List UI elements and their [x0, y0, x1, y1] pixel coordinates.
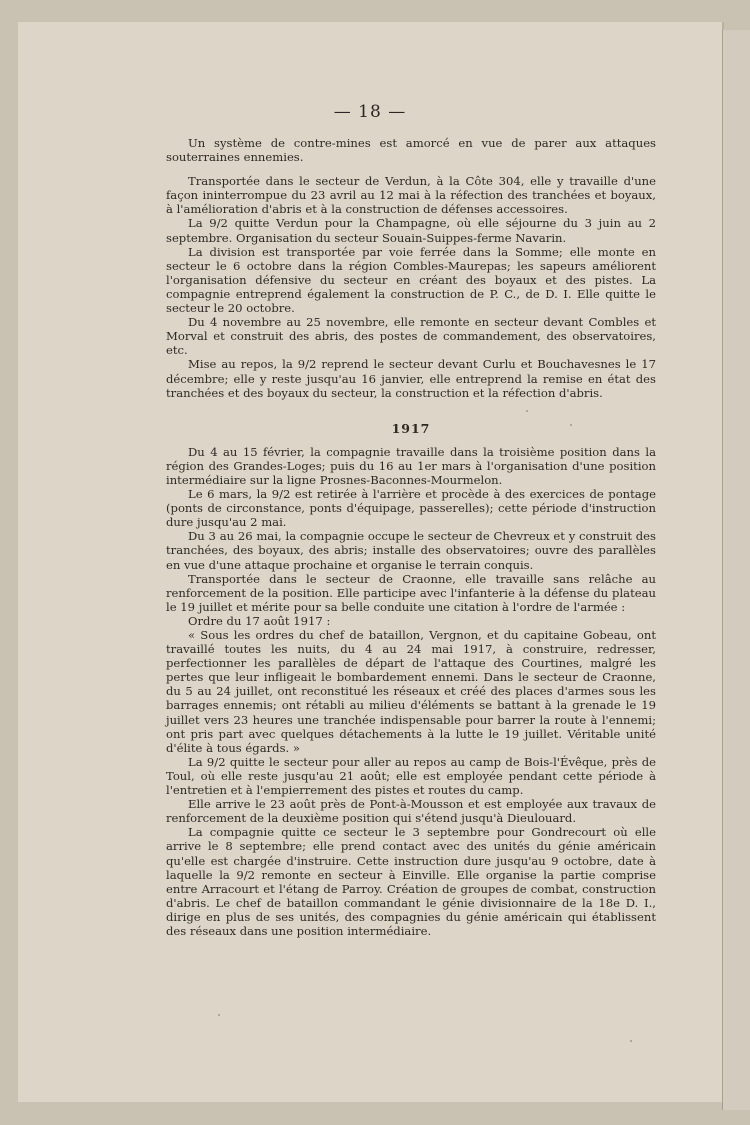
paper-speck [526, 410, 528, 412]
citation-quote: « Sous les ordres du chef de bataillon, Vergnon, et du capitaine Gobeau, ont travaillé toutes les nuits, du 4 au 24 mai 1917, à construire, redresser, perfectionner les parallèles de départ de l'attaque des Courtines, malgré les pertes que leur infligeait le bombardement ennemi. Dans le secteur de Craonne, du 5 au 24 juillet, ont reconstitué les réseaux et créé des places d'armes sous les barrages ennemis; ont rétabli au milieu d'éléments se battant à la grenade le 19 juillet vers 23 heures une tranchée indispensable pour barrer la route à l'ennemi; ont pris part avec quelques détachements à la lutte le 19 juillet. Véritable unité d'élite à tous égards. » [166, 628, 656, 755]
paragraph: Un système de contre-mines est amorcé en vue de parer aux attaques souterraines ennemies. [166, 136, 656, 165]
paragraph: Transportée dans le secteur de Craonne, elle travaille sans relâche au renforcement de la position. Elle participe avec l'infanterie à la défense du plateau le 19 juillet et mérite pour sa belle conduite une citation à l'ordre de l'armée : [166, 571, 656, 614]
page-number: — 18 — [333, 102, 407, 122]
paragraph: Du 3 au 26 mai, la compagnie occupe le secteur de Chevreux et y construit des tranchées, des boyaux, des abris; installe des observatoires; ouvre des parallèles en vue d'une attaque prochaine et organise le terrain conquis. [166, 529, 656, 572]
paragraph: La 9/2 quitte le secteur pour aller au repos au camp de Bois-l'Évêque, près de Toul, où elle reste jusqu'au 21 août; elle est employée pendant cette période à l'entretien et à l'empierrement des pistes et routes du camp. [166, 754, 656, 798]
paragraph: Du 4 au 15 février, la compagnie travaille dans la troisième position dans la région des Grandes-Loges; puis du 16 au 1er mars à l'organisation d'une position intermédiaire sur la ligne Prosnes-Baconnes-Mourmelon. [166, 444, 656, 487]
document-page [18, 22, 722, 1102]
paragraph: La division est transportée par voie ferrée dans la Somme; elle monte en secteur le 6 octobre dans la région Combles-Maurepas; les sapeurs améliorent l'organisation défensive du secteur en créant des boyaux et des pistes. La compagnie entreprend également la construction de P. C., de D. I. Elle quitte le secteur le 20 octobre. [166, 244, 656, 316]
paragraph: La 9/2 quitte Verdun pour la Champagne, où elle séjourne du 3 juin au 2 septembre. Organisation du secteur Souain-Suippes-ferme Navarin. [166, 216, 656, 245]
paper-speck [570, 424, 572, 426]
adjacent-page-edge [722, 30, 750, 1110]
paragraph: Elle arrive le 23 août près de Pont-à-Mousson et est employée aux travaux de renforcement de la deuxième position qui s'étend jusqu'à Dieulouard. [166, 797, 656, 826]
paragraph: Du 4 novembre au 25 novembre, elle remonte en secteur devant Combles et Morval et construit des abris, des postes de commandement, des observatoires, etc. [166, 315, 656, 358]
year-heading: 1917 [391, 420, 431, 436]
paragraph: Le 6 mars, la 9/2 est retirée à l'arrière et procède à des exercices de pontage (ponts de circonstance, ponts d'équipage, passerelles); cette période d'instruction dure jusqu'au 2 mai. [166, 487, 656, 530]
paragraph: La compagnie quitte ce secteur le 3 septembre pour Gondrecourt où elle arrive le 8 septembre; elle prend contact avec des unités du génie américain qu'elle est chargée d'instruire. Cette instruction dure jusqu'au 9 octobre, date à laquelle la 9/2 remonte en secteur à Einville. Elle organise la partie comprise entre Arracourt et l'étang de Parroy. Création de groupes de combat, construction d'abris. Le chef de bataillon commandant le génie divisionnaire de la 18e D. I., dirige en plus de ses unités, des compagnies du génie américain qui établissent des réseaux dans une position intermédiaire. [166, 825, 656, 938]
paragraph: Mise au repos, la 9/2 reprend le secteur devant Curlu et Bouchavesnes le 17 décembre; elle y reste jusqu'au 16 janvier, elle entreprend la remise en état des tranchées et des boyaux du secteur, la construction et la réfection d'abris. [166, 357, 656, 400]
paragraph: Ordre du 17 août 1917 : [188, 613, 331, 628]
paper-speck [630, 1040, 632, 1042]
paragraph: Transportée dans le secteur de Verdun, à la Côte 304, elle y travaille d'une façon ininterrompue du 23 avril au 12 mai à la réfection des tranchées et boyaux, à l'amélioration d'abris et à la construction de défenses accessoires. [166, 174, 656, 217]
paper-speck [218, 1014, 220, 1016]
page-body [166, 136, 656, 938]
